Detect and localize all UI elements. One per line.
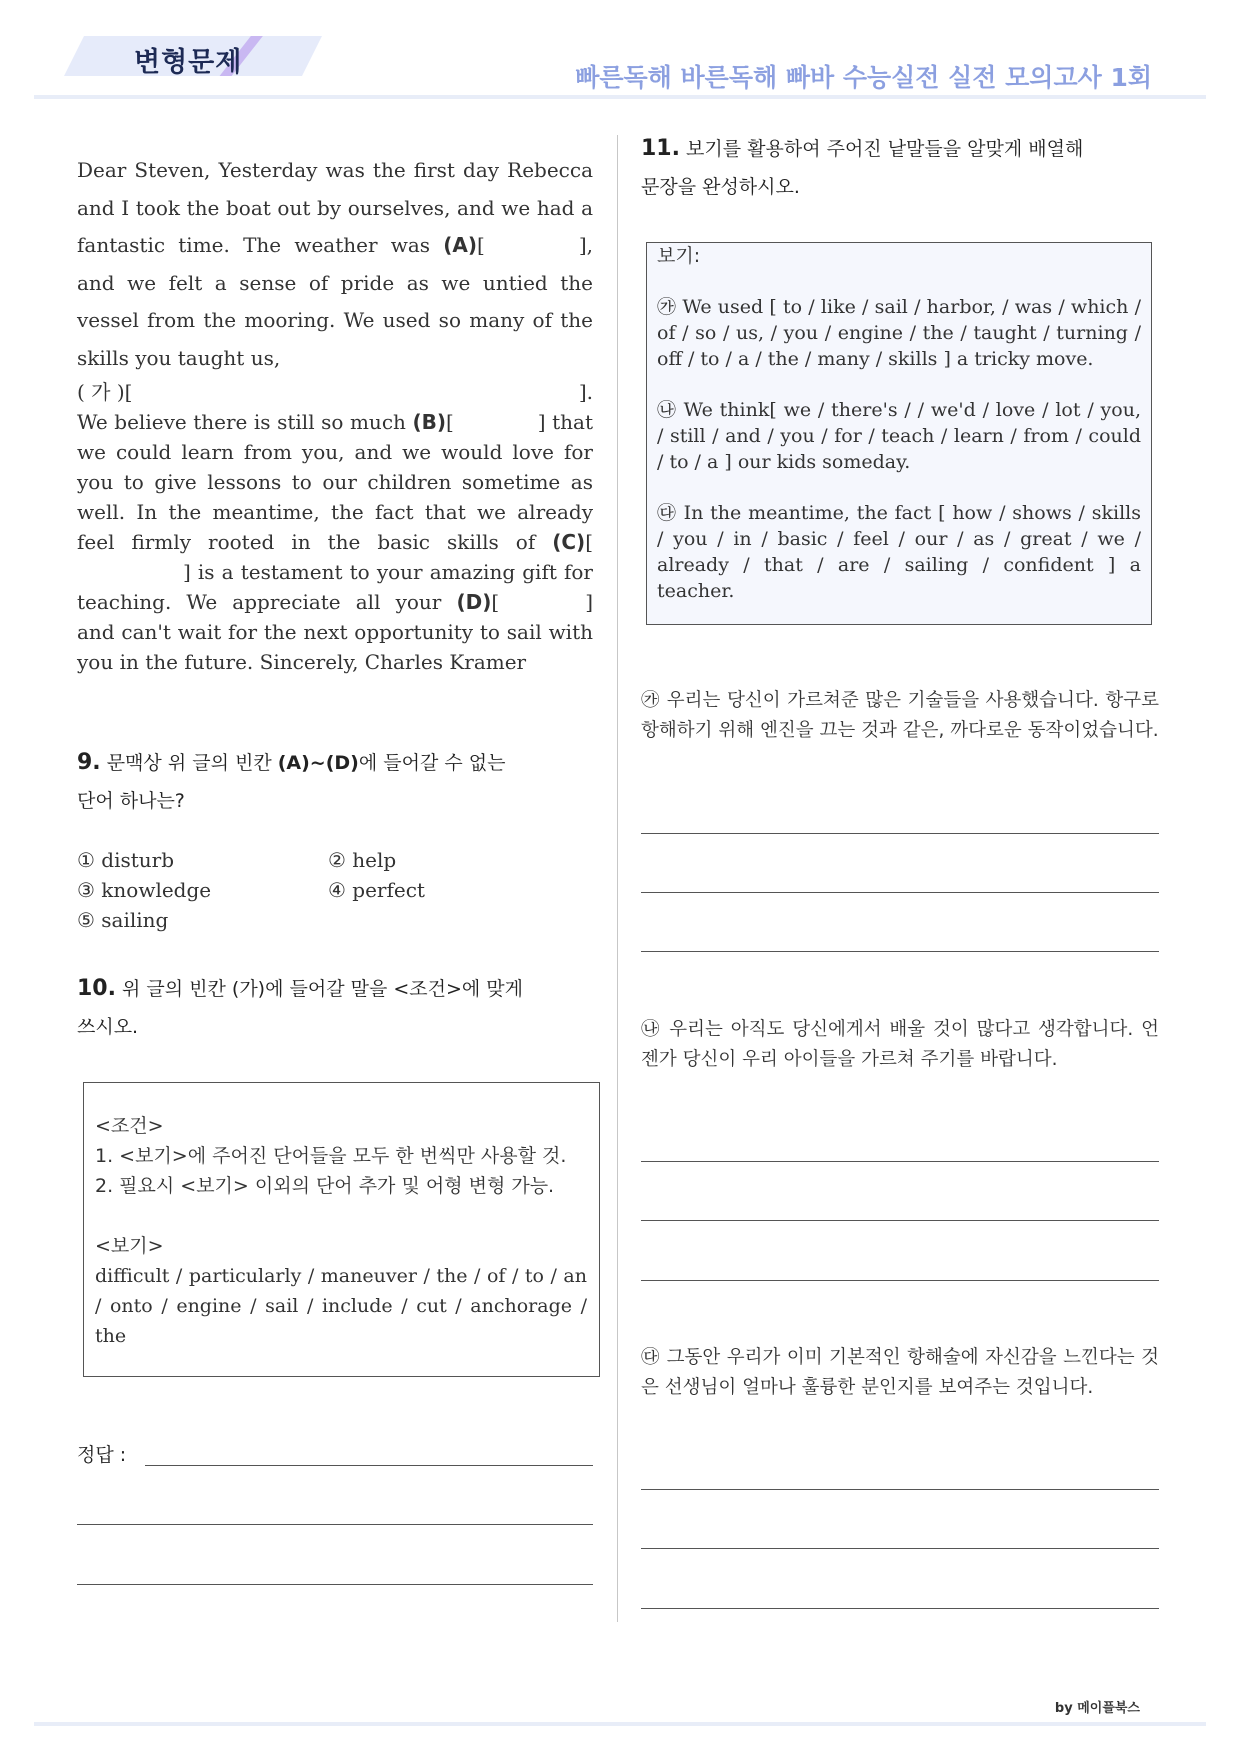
bogi-item-da: ㉰ In the meantime, the fact [ how / shows / skills / you / in / basic / feel / our / as / great / we / already / that / are / sailing / confident ] a teacher. — [657, 502, 1141, 602]
q9-prompt — [77, 744, 597, 820]
answer-line[interactable] — [641, 1489, 1159, 1490]
answer-line[interactable] — [641, 833, 1159, 834]
header-badge-label: 변형문제 — [134, 47, 243, 78]
blank-ga-line: ( 가 )[ ]. — [77, 380, 593, 404]
blank-label-c: (C) — [552, 530, 586, 554]
passage-text: ], and we felt a sense of pride as we untied the vessel from the mooring. We used so many of the skills you taught us, — [77, 233, 594, 370]
q11-bogi-box — [646, 242, 1152, 625]
column-divider — [617, 135, 618, 1622]
passage-text: Dear Steven, Yesterday was the first day Rebecca and I took the boat out by ourselves, and we had a fantastic time. The weather was — [77, 158, 593, 257]
passage-part-1: Dear Steven, Yesterday was the first day Rebecca and I took the boat out by ourselves, and we had a fantastic time. The weather was (A)[ ], and we felt a sense of pride as we untied the vessel from the mooring. We used so many of the skills you taught us, — [77, 158, 594, 370]
q11-number: 11. — [641, 136, 680, 161]
q11-text: 문장을 완성하시오. — [641, 176, 800, 198]
blank-label-d: (D) — [456, 590, 492, 614]
condition-1: 1. <보기>에 주어진 단어들을 모두 한 번씩만 사용할 것. — [95, 1145, 567, 1167]
passage-text: ] that we could learn from you, and we would love for you to give lessons to our children sometime as well. In the meantime, the fact that we already feel firmly rooted in the basic skills of — [77, 410, 594, 554]
q11-prompt — [641, 130, 1161, 206]
blank-label-b: (B) — [412, 410, 446, 434]
passage-text: ] and can't wait for the next opportunity to sail with you in the future. Sincerely, Charles Kramer — [77, 590, 594, 674]
footer-credit — [1055, 1697, 1140, 1716]
bogi-words: difficult / particularly / maneuver / the / of / to / an / onto / engine / sail / include / cut / anchorage / the — [95, 1265, 587, 1347]
q10-prompt — [77, 970, 597, 1046]
footer-publisher: 메이플북스 — [1077, 1701, 1140, 1716]
answer-line[interactable] — [641, 1548, 1159, 1549]
q9-option-1[interactable]: ① disturb — [77, 848, 175, 872]
answer-line[interactable] — [641, 1280, 1159, 1281]
bogi-box-title: 보기: — [657, 245, 701, 267]
answer-line[interactable] — [77, 1584, 593, 1585]
bogi-item-ga: ㉮ We used [ to / like / sail / harbor, / was / which / of / so / us, / you / engine / the / taught / turning / off / to / a / the / many / skills ] a tricky move. — [657, 296, 1141, 370]
q9-text: 에 들어갈 수 없는 — [358, 752, 506, 774]
q9-text: 문맥상 위 글의 빈칸 — [106, 752, 272, 774]
translation-na: ㉯ 우리는 아직도 당신에게서 배울 것이 많다고 생각합니다. 언젠가 당신이 우리 아이들을 가르쳐 주기를 바랍니다. — [641, 1019, 1159, 1070]
header-title: 빠른독해 바른독해 빠바 수능실전 실전 모의고사 1회 — [575, 63, 1152, 92]
answer-line[interactable] — [145, 1465, 593, 1466]
header-rule — [34, 95, 1206, 99]
passage — [77, 152, 593, 677]
translation-da: ㉰ 그동안 우리가 이미 기본적인 항해술에 자신감을 느낀다는 것은 선생님이 얼마나 훌륭한 분인지를 보여주는 것입니다. — [641, 1347, 1159, 1398]
q9-option-4[interactable]: ④ perfect — [328, 878, 425, 902]
footer-by: by — [1054, 1701, 1073, 1716]
q10-text: 위 글의 빈칸 (가)에 들어갈 말을 <조건>에 맞게 — [122, 978, 523, 1000]
q9-number: 9. — [77, 750, 101, 775]
blank-label-a: (A) — [443, 233, 478, 257]
translation-ga: ㉮ 우리는 당신이 가르쳐준 많은 기술들을 사용했습니다. 항구로 항해하기 위해 엔진을 끄는 것과 같은, 까다로운 동작이었습니다. — [641, 690, 1159, 741]
answer-line[interactable] — [641, 1608, 1159, 1609]
passage-part-2: ( 가 )[ ]. We believe there is still so much (B)[ ] that we could learn from you, and we would love for you to give lessons to our children sometime as well. In the meantime, the fact that we already feel firmly rooted in the basic skills of (C)[] is a testament to your amazing gift for teaching. We appreciate all your (D)[ ] and can't wait for the next opportunity to sail with you in the future. Sincerely, Charles Kramer — [77, 377, 593, 677]
answer-line[interactable] — [641, 1161, 1159, 1162]
condition-2: 2. 필요시 <보기> 이외의 단어 추가 및 어형 변형 가능. — [95, 1175, 555, 1197]
q10-number: 10. — [77, 976, 116, 1001]
condition-title: <조건> — [95, 1115, 164, 1137]
blank-label-ga: ( 가 ) — [77, 380, 125, 404]
q9-option-3[interactable]: ③ knowledge — [77, 878, 212, 902]
bogi-item-na: ㉯ We think[ we / there's / / we'd / love / lot / you, / still / and / you / for / teach / learn / from / could / to / a ] our kids someday. — [657, 399, 1141, 473]
q11-text: 보기를 활용하여 주어진 낱말들을 알맞게 배열해 — [686, 138, 1084, 160]
answer-line[interactable] — [77, 1524, 593, 1525]
answer-line[interactable] — [641, 892, 1159, 893]
q9-blank-labels: (A)~(D) — [277, 752, 359, 774]
q9-text: 단어 하나는? — [77, 790, 185, 812]
answer-line[interactable] — [641, 1220, 1159, 1221]
q10-text: 쓰시오. — [77, 1016, 139, 1038]
q9-option-2[interactable]: ② help — [328, 848, 397, 872]
q10-condition-box — [83, 1082, 600, 1377]
bogi-title: <보기> — [95, 1235, 164, 1257]
passage-text: ] is a testament to your amazing gift for teaching. We appreciate all your — [77, 560, 593, 614]
answer-line[interactable] — [641, 951, 1159, 952]
passage-text: We believe there is still so much — [77, 410, 406, 434]
footer-rule — [34, 1722, 1206, 1726]
answer-label: 정답 : — [77, 1444, 127, 1466]
q9-option-5[interactable]: ⑤ sailing — [77, 908, 169, 932]
